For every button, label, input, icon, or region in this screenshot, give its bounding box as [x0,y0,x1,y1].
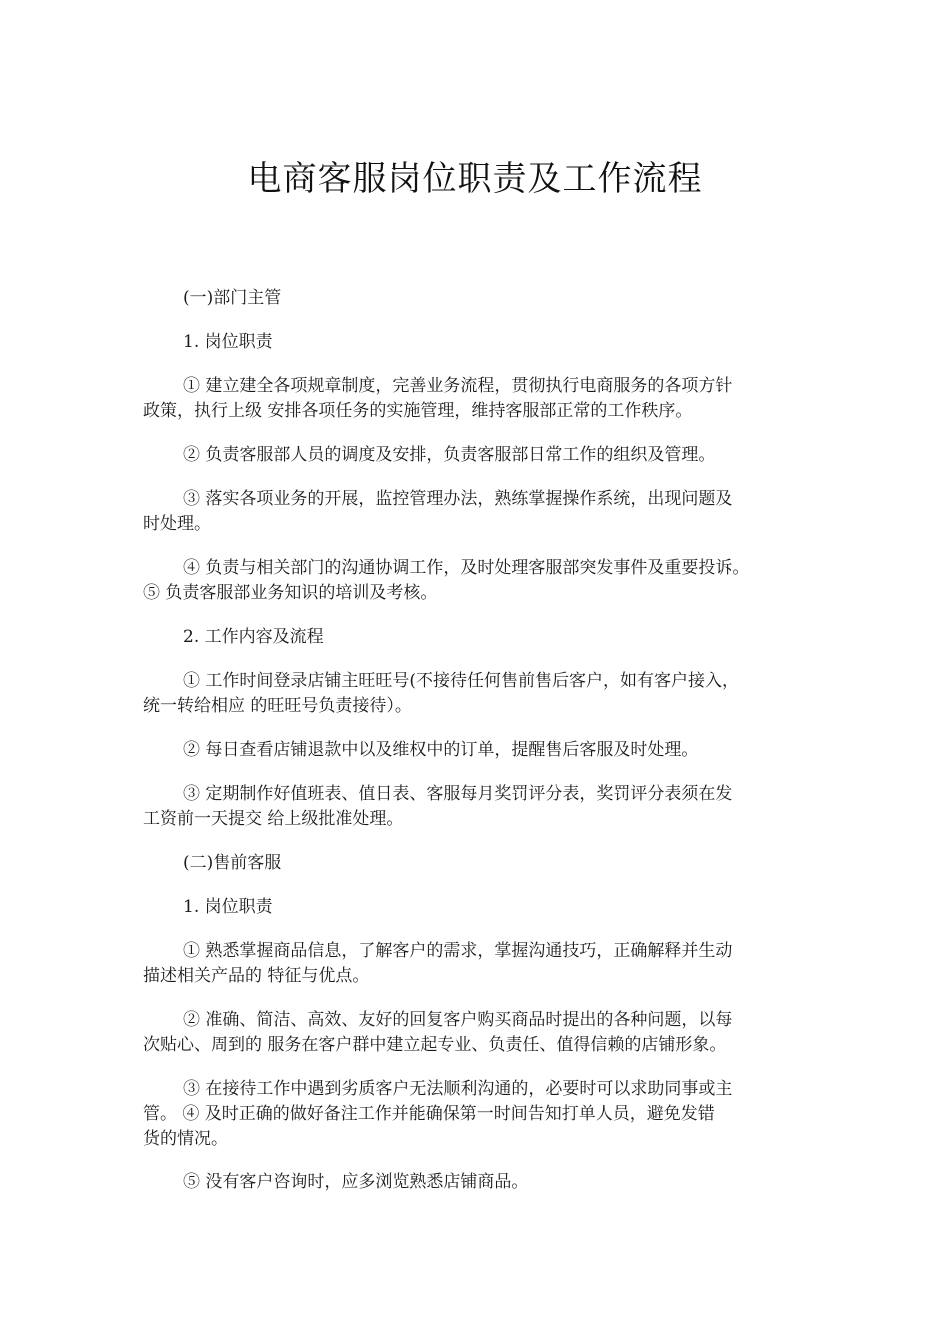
paragraph [143,1077,813,1152]
paragraph-line: ③ 落实各项业务的开展，监控管理办法，熟练掌握操作系统，出现问题及 [183,489,733,509]
paragraph-line: 2. 工作内容及流程 [183,627,324,647]
paragraph-line: ③ 在接待工作中遇到劣质客户无法顺利沟通的，必要时可以求助同事或主 [183,1079,733,1099]
paragraph-line: ③ 定期制作好值班表、值日表、客服每月奖罚评分表，奖罚评分表须在发 [183,784,733,804]
paragraph-line: 时处理。 [143,514,211,534]
section-heading-department-head [143,286,813,311]
paragraph [143,782,813,832]
paragraph-line: 1. 岗位职责 [183,332,273,352]
paragraph [143,1170,813,1195]
paragraph-line: ① 工作时间登录店铺主旺旺号(不接待任何售前售后客户，如有客户接入， [183,671,740,691]
paragraph-line: 工资前一天提交 给上级批准处理。 [143,809,404,829]
paragraph [143,1008,813,1058]
paragraph-line: 1. 岗位职责 [183,897,273,917]
paragraph-line: ② 负责客服部人员的调度及安排，负责客服部日常工作的组织及管理。 [183,445,716,465]
paragraph [143,556,813,606]
paragraph-line: (二)售前客服 [183,853,282,873]
paragraph-line: ⑤ 没有客户咨询时，应多浏览熟悉店铺商品。 [183,1172,529,1192]
paragraph [143,443,813,468]
paragraph [143,487,813,537]
paragraph-line: 管。 ④ 及时正确的做好备注工作并能确保第一时间告知打单人员，避免发错 [143,1104,715,1124]
subheading-duties [143,895,813,920]
paragraph-line: 货的情况。 [143,1129,228,1149]
section-heading-presales [143,851,813,876]
paragraph-line: ⑤ 负责客服部业务知识的培训及考核。 [143,583,438,603]
paragraph-line: 描述相关产品的 特征与优点。 [143,966,370,986]
paragraph [143,669,813,719]
paragraph [143,738,813,763]
paragraph-line: (一)部门主管 [183,288,282,308]
paragraph-line: 统一转给相应 的旺旺号负责接待）。 [143,696,412,716]
paragraph-line: ② 每日查看店铺退款中以及维权中的订单，提醒售后客服及时处理。 [183,740,699,760]
paragraph-line: 次贴心、周到的 服务在客户群中建立起专业、负责任、值得信赖的店铺形象。 [143,1035,727,1055]
paragraph-line: 政策，执行上级 安排各项任务的实施管理，维持客服部正常的工作秩序。 [143,401,693,421]
paragraph-line: ① 建立建全各项规章制度，完善业务流程，贯彻执行电商服务的各项方针 [183,376,733,396]
subheading-duties [143,330,813,355]
document-title: 电商客服岗位职责及工作流程 [247,159,703,199]
subheading-workflow [143,625,813,650]
paragraph-line: ④ 负责与相关部门的沟通协调工作，及时处理客服部突发事件及重要投诉。 [183,558,750,578]
paragraph-line: ② 准确、简洁、高效、友好的回复客户购买商品时提出的各种问题，以每 [183,1010,733,1030]
paragraph [143,939,813,989]
paragraph [143,374,813,424]
paragraph-line: ① 熟悉掌握商品信息，了解客户的需求，掌握沟通技巧，正确解释并生动 [183,941,733,961]
